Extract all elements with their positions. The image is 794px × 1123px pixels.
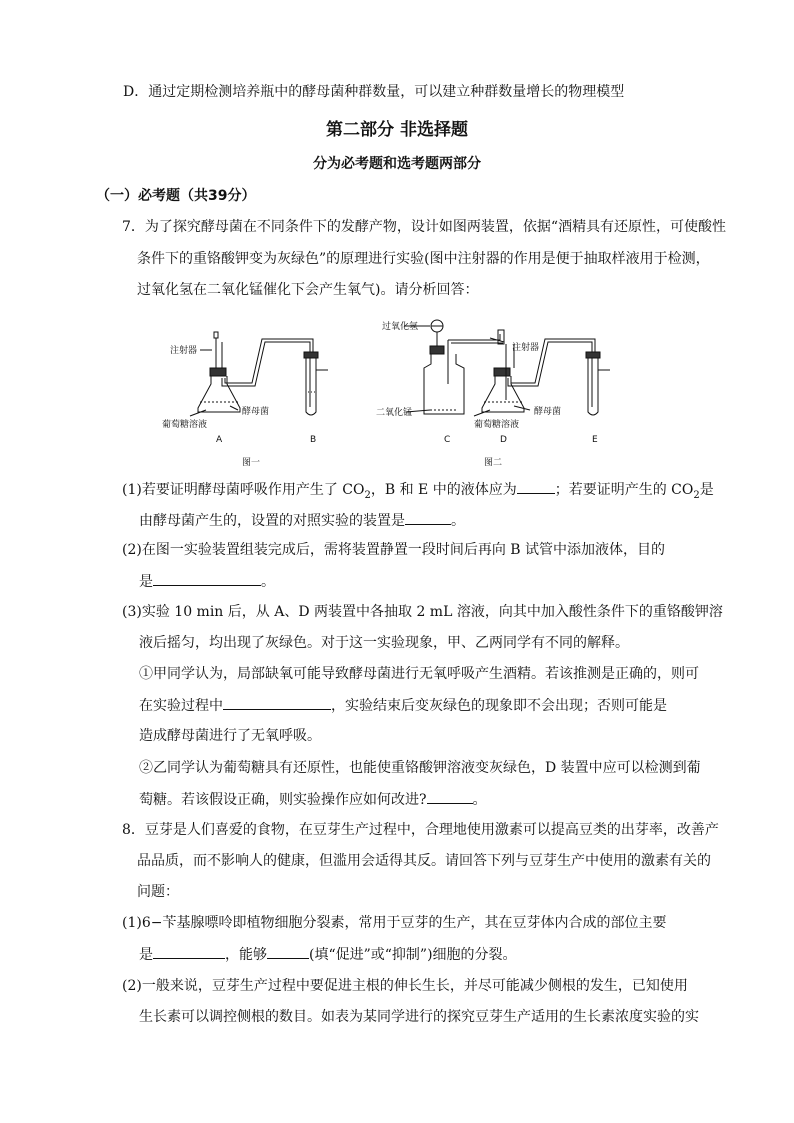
caption-figure-2: 图二 <box>484 458 503 468</box>
letter-e: E <box>592 435 598 445</box>
label-syringe-2: 注射器 <box>512 343 540 353</box>
q7-stem-line2: 条件下的重铬酸钾变为灰绿色”的原理进行实验(图中注射器的作用是便于抽取样液用于检测， <box>137 251 710 267</box>
q7-sub3-i-line3: 造成酵母菌进行了无氧呼吸。 <box>139 728 321 744</box>
q7-sub3-ii-line1: ②乙同学认为葡萄糖具有还原性，也能使重铬酸钾溶液变灰绿色，D 装置中应可以检测到葡 <box>139 760 701 776</box>
letter-d: D <box>500 435 507 445</box>
q7-sub3-i-line2: 在实验过程中 ，实验结束后变灰绿色的现象即不会出现；否则可能是 <box>139 695 667 716</box>
q7-stem-line1: 7．为了探究酵母菌在不同条件下的发酵产物，设计如图两装置，依据“酒精具有还原性，可使酸性 <box>122 219 727 235</box>
label-glucose-2: 葡萄糖溶液 <box>474 420 520 430</box>
letter-b: B <box>310 435 317 445</box>
q8-sub2-line2: 生长素可以调控侧根的数目。如表为某同学进行的探究豆芽生产适用的生长素浓度实验的实 <box>139 1009 699 1025</box>
q7-sub3-line2: 液后摇匀，均出现了灰绿色。对于这一实验现象，甲、乙两同学有不同的解释。 <box>139 635 629 651</box>
q8-stem-line2: 品品质，而不影响人的健康，但滥用会适得其反。请回答下列与豆芽生产中使用的激素有关的 <box>137 853 711 869</box>
q7-sub2-line2: 是 。 <box>139 571 275 592</box>
q7-sub3-ii-line2: 萄糖。若该假设正确，则实验操作应如何改进? 。 <box>139 789 487 810</box>
option-d: D．通过定期检测培养瓶中的酵母菌种群数量，可以建立种群数量增长的物理模型 <box>123 84 625 100</box>
page-title: 第二部分 非选择题 <box>326 120 468 140</box>
page-subtitle: 分为必考题和选考题两部分 <box>313 156 481 172</box>
q7-sub1-line2: 由酵母菌产生的，设置的对照实验的装置是 。 <box>139 510 465 531</box>
label-glucose-1: 葡萄糖溶液 <box>162 420 208 430</box>
q7-sub3-line1: (3)实验 10 min 后，从 A、D 两装置中各抽取 2 mL 溶液，向其中加入酸性条件下的重铬酸钾溶 <box>122 604 723 620</box>
label-syringe-1: 注射器 <box>170 346 198 356</box>
letter-a: A <box>216 435 223 445</box>
q7-stem-line3: 过氧化氢在二氧化锰催化下会产生氧气)。请分析回答： <box>137 282 479 298</box>
label-yeast-1: 酵母菌 <box>242 407 270 417</box>
label-h2o2: 过氧化氢 <box>382 322 419 332</box>
label-yeast-2: 酵母菌 <box>534 407 562 417</box>
q7-sub1-line1: (1)若要证明酵母菌呼吸作用产生了 $CO_2$，B 和 E 中的液体应为 ；若要证明产生的 $CO_2$是 <box>122 479 714 506</box>
q7-sub2-line1: (2)在图一实验装置组装完成后，需将装置静置一段时间后再向 B 试管中添加液体，目的 <box>122 542 666 558</box>
q8-sub1-line2: 是 ，能够 (填“促进”或“抑制”)细胞的分裂。 <box>139 944 517 965</box>
experiment-figure <box>160 312 640 474</box>
letter-c: C <box>444 435 451 445</box>
label-mno2: 二氧化锰 <box>376 408 413 418</box>
q8-stem-line3: 问题： <box>137 884 179 900</box>
section-heading: （一）必考题（共39分） <box>96 188 256 204</box>
q7-sub3-i-line1: ①甲同学认为，局部缺氧可能导致酵母菌进行无氧呼吸产生酒精。若该推测是正确的，则可 <box>139 666 699 682</box>
q8-sub2-line1: (2)一般来说，豆芽生产过程中要促进主根的伸长生长，并尽可能减少侧根的发生，已知使用 <box>122 978 688 994</box>
caption-figure-1: 图一 <box>242 458 261 468</box>
q8-sub1-line1: (1)6−苄基腺嘌呤即植物细胞分裂素，常用于豆芽的生产，其在豆芽体内合成的部位主要 <box>122 915 667 931</box>
q8-stem-line1: 8．豆芽是人们喜爱的食物，在豆芽生产过程中，合理地使用激素可以提高豆类的出芽率，改善产 <box>122 822 719 838</box>
